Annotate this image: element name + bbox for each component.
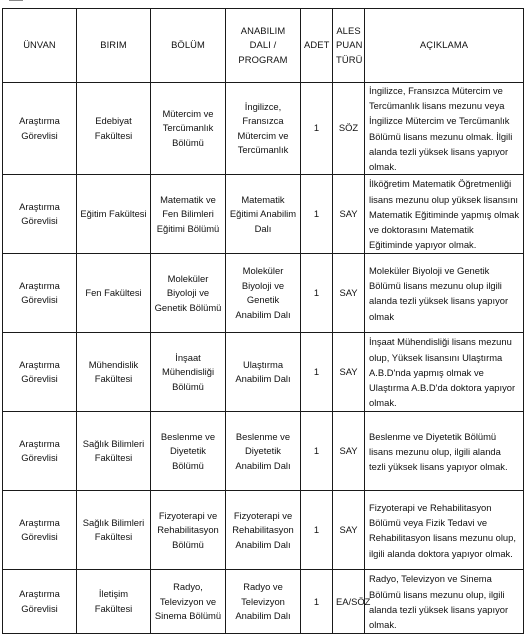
cell-anabilim-dali: Matematik Eğitimi Anabilim Dalı bbox=[226, 175, 301, 254]
cell-ales-puan-turu: SAY bbox=[333, 491, 365, 570]
cell-unvan: Araştırma Görevlisi bbox=[3, 175, 77, 254]
header-anabilim-dali: ANABILIM DALI / PROGRAM bbox=[226, 9, 301, 83]
page-top-edge bbox=[0, 0, 525, 8]
cropped-text-fragment bbox=[9, 0, 23, 3]
cell-anabilim-dali: Ulaştırma Anabilim Dalı bbox=[226, 333, 301, 412]
cell-aciklama: Beslenme ve Diyetetik Bölümü lisans mezunu olup, ilgili alanda tezli yüksek lisans yapıyor olmak. bbox=[365, 412, 524, 491]
cell-anabilim-dali: Moleküler Biyoloji ve Genetik Anabilim Dalı bbox=[226, 254, 301, 333]
cell-aciklama: Fizyoterapi ve Rehabilitasyon Bölümü veya Fizik Tedavi ve Rehabilitasyon lisans mezunu olup, ilgili alanda doktora yapıyor olmak. bbox=[365, 491, 524, 570]
cell-ales-puan-turu: SÖZ bbox=[333, 83, 365, 175]
cell-birim: Sağlık Bilimleri Fakültesi bbox=[77, 412, 151, 491]
header-bolum: BÖLÜM bbox=[151, 9, 226, 83]
cell-unvan: Araştırma Görevlisi bbox=[3, 83, 77, 175]
cell-ales-puan-turu: SAY bbox=[333, 254, 365, 333]
cell-adet: 1 bbox=[301, 412, 333, 491]
cell-anabilim-dali: Radyo ve Televizyon Anabilim Dalı bbox=[226, 570, 301, 634]
cell-bolum: Matematik ve Fen Bilimleri Eğitimi Bölümü bbox=[151, 175, 226, 254]
header-ales-puan-turu: ALES PUAN TÜRÜ bbox=[333, 9, 365, 83]
cell-birim: Eğitim Fakültesi bbox=[77, 175, 151, 254]
table-row bbox=[3, 254, 524, 333]
cell-adet: 1 bbox=[301, 570, 333, 634]
cell-birim: Mühendislik Fakültesi bbox=[77, 333, 151, 412]
cell-adet: 1 bbox=[301, 175, 333, 254]
cell-unvan: Araştırma Görevlisi bbox=[3, 570, 77, 634]
cell-aciklama: Radyo, Televizyon ve Sinema Bölümü lisans mezunu olup, ilgili alanda tezli yüksek lisans yapıyor olmak. bbox=[365, 570, 524, 634]
table-row bbox=[3, 333, 524, 412]
cell-anabilim-dali: Fizyoterapi ve Rehabilitasyon Anabilim Dalı bbox=[226, 491, 301, 570]
header-adet: ADET bbox=[301, 9, 333, 83]
cell-ales-puan-turu: SAY bbox=[333, 412, 365, 491]
cell-anabilim-dali: Beslenme ve Diyetetik Anabilim Dalı bbox=[226, 412, 301, 491]
table-row bbox=[3, 491, 524, 570]
header-birim: BIRIM bbox=[77, 9, 151, 83]
cell-aciklama: İnşaat Mühendisliği lisans mezunu olup, Yüksek lisansını Ulaştırma A.B.D'nda yapmış olmak ve Ulaştırma A.B.D'da doktora yapıyor olmak. bbox=[365, 333, 524, 412]
header-aciklama: AÇIKLAMA bbox=[365, 9, 524, 83]
cell-ales-puan-turu: SAY bbox=[333, 175, 365, 254]
cell-bolum: Radyo, Televizyon ve Sinema Bölümü bbox=[151, 570, 226, 634]
cell-bolum: Moleküler Biyoloji ve Genetik Bölümü bbox=[151, 254, 226, 333]
positions-table bbox=[2, 8, 524, 634]
cell-birim: Fen Fakültesi bbox=[77, 254, 151, 333]
cell-unvan: Araştırma Görevlisi bbox=[3, 491, 77, 570]
cell-adet: 1 bbox=[301, 254, 333, 333]
cell-aciklama: İngilizce, Fransızca Mütercim ve Tercümanlık lisans mezunu veya İngilizce Mütercim ve Tercümanlık Bölümü lisans mezunu olmak. İlgili alanda tezli yüksek lisans yapıyor olmak. bbox=[365, 83, 524, 175]
table-header-row bbox=[3, 9, 524, 83]
cell-ales-puan-turu: EA/SÖZ bbox=[333, 570, 365, 634]
cell-aciklama: İlköğretim Matematik Öğretmenliği lisans mezunu olup yüksek lisansını Matematik Eğitiminde yapmış olmak ve doktorasını Matematik Eğitiminde yapıyor olmak. bbox=[365, 175, 524, 254]
header-unvan: ÜNVAN bbox=[3, 9, 77, 83]
cell-birim: Sağlık Bilimleri Fakültesi bbox=[77, 491, 151, 570]
table-row bbox=[3, 412, 524, 491]
cell-adet: 1 bbox=[301, 83, 333, 175]
cell-unvan: Araştırma Görevlisi bbox=[3, 254, 77, 333]
cell-bolum: Mütercim ve Tercümanlık Bölümü bbox=[151, 83, 226, 175]
cell-birim: İletişim Fakültesi bbox=[77, 570, 151, 634]
cell-bolum: Beslenme ve Diyetetik Bölümü bbox=[151, 412, 226, 491]
cell-ales-puan-turu: SAY bbox=[333, 333, 365, 412]
cell-adet: 1 bbox=[301, 333, 333, 412]
cell-bolum: Fizyoterapi ve Rehabilitasyon Bölümü bbox=[151, 491, 226, 570]
cell-adet: 1 bbox=[301, 491, 333, 570]
cell-birim: Edebiyat Fakültesi bbox=[77, 83, 151, 175]
cell-unvan: Araştırma Görevlisi bbox=[3, 412, 77, 491]
cell-anabilim-dali: İngilizce, Fransızca Mütercim ve Tercümanlık bbox=[226, 83, 301, 175]
cell-bolum: İnşaat Mühendisliği Bölümü bbox=[151, 333, 226, 412]
table-row bbox=[3, 570, 524, 634]
table-row bbox=[3, 83, 524, 175]
cell-aciklama: Moleküler Biyoloji ve Genetik Bölümü lisans mezunu olup ilgili alanda tezli yüksek lisans yapıyor olmak bbox=[365, 254, 524, 333]
cell-unvan: Araştırma Görevlisi bbox=[3, 333, 77, 412]
table-row bbox=[3, 175, 524, 254]
